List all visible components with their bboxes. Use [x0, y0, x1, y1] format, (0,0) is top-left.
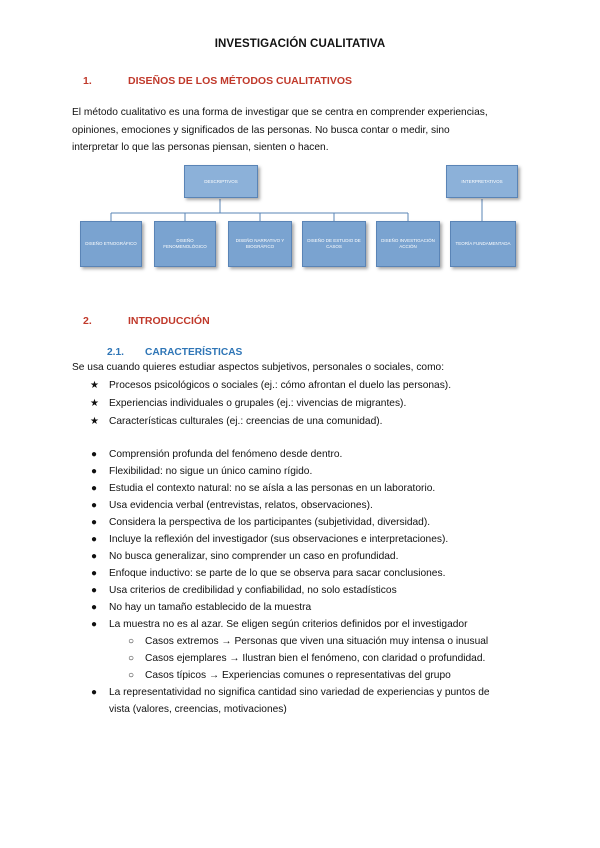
bullet-item: Usa evidencia verbal (entrevistas, relatos, observaciones). — [109, 500, 373, 511]
bullet-item: Comprensión profunda del fenómeno desde dentro. — [109, 449, 343, 460]
bullet-icon: ● — [91, 687, 98, 698]
circle-bullet-icon: ○ — [128, 636, 135, 647]
star-item: Características culturales (ej.: creencias de una comunidad). — [109, 416, 383, 427]
bullet-item: Enfoque inductivo: se parte de lo que se observa para sacar conclusiones. — [109, 568, 446, 579]
bullet-icon: ● — [91, 517, 98, 528]
sub-bullet-item: Casos extremos → Personas que viven una situación muy intensa o inusual — [145, 636, 489, 647]
bullet-item: Flexibilidad: no sigue un único camino rígido. — [109, 466, 313, 477]
bullet-icon: ● — [91, 466, 98, 477]
section1-paragraph — [72, 104, 542, 157]
bullet-item: Estudia el contexto natural: no se aísla a las personas en un laboratorio. — [109, 483, 436, 494]
bullet-item: La representatividad no significa cantidad sino variedad de experiencias y puntos de — [109, 687, 490, 698]
section1-number: 1. — [83, 75, 92, 87]
bullet-icon: ● — [91, 534, 98, 545]
box-diseno-narrativo: DISEÑO NARRATIVO Y BIOGRÁFICO — [228, 221, 292, 267]
box-diseno-investigacion-accion: DISEÑO INVESTIGACIÓN ACCIÓN — [376, 221, 440, 267]
bullet-icon: ● — [91, 568, 98, 579]
bullet-item-continuation: vista (valores, creencias, motivaciones) — [109, 704, 287, 715]
bullet-item: La muestra no es al azar. Se eligen según criterios definidos por el investigador — [109, 619, 468, 630]
bullet-item: Considera la perspectiva de los participantes (subjetividad, diversidad). — [109, 517, 431, 528]
box-interpretativos: INTERPRETATIVOS — [446, 165, 518, 198]
star-icon: ★ — [90, 398, 99, 409]
box-descriptivos: DESCRIPTIVOS — [184, 165, 258, 198]
bullet-item: Incluye la reflexión del investigador (sus observaciones e interpretaciones). — [109, 534, 449, 545]
bullet-icon: ● — [91, 449, 98, 460]
document-title: INVESTIGACIÓN CUALITATIVA — [214, 38, 386, 50]
bullet-icon: ● — [91, 551, 98, 562]
bullet-icon: ● — [91, 619, 98, 630]
section2-number: 2. — [83, 315, 92, 327]
bullet-item: Usa criterios de credibilidad y confiabilidad, no solo estadísticos — [109, 585, 397, 596]
methods-diagram — [78, 163, 528, 278]
sub-bullet-item: Casos ejemplares → Ilustran bien el fenómeno, con claridad o profundidad. — [145, 653, 486, 664]
star-icon: ★ — [90, 380, 99, 391]
section1-heading — [83, 75, 352, 87]
sub-bullet-item: Casos típicos → Experiencias comunes o representativas del grupo — [145, 670, 451, 681]
star-item: Experiencias individuales o grupales (ej.: vivencias de migrantes). — [109, 398, 407, 409]
circle-bullet-icon: ○ — [128, 670, 135, 681]
bullet-icon: ● — [91, 500, 98, 511]
bullet-item: No hay un tamaño establecido de la muestra — [109, 602, 312, 613]
intro-line: Se usa cuando quieres estudiar aspectos subjetivos, personales o sociales, como: — [72, 362, 445, 373]
star-icon: ★ — [90, 416, 99, 427]
subsection-title: CARACTERÍSTICAS — [145, 347, 243, 358]
subsection-heading — [107, 347, 242, 358]
box-diseno-estudio-casos: DISEÑO DE ESTUDIO DE CASOS — [302, 221, 366, 267]
section2-heading — [83, 315, 210, 327]
section1-title: DISEÑOS DE LOS MÉTODOS CUALITATIVOS — [128, 75, 353, 87]
box-diseno-etnografico: DISEÑO ETNOGRÁFICO — [80, 221, 142, 267]
star-item: Procesos psicológicos o sociales (ej.: cómo afrontan el duelo las personas). — [109, 380, 452, 391]
paragraph-line: interpretar lo que las personas piensan, sienten o hacen. — [72, 142, 329, 153]
bullet-icon: ● — [91, 483, 98, 494]
bullet-item: No busca generalizar, sino comprender un caso en profundidad. — [109, 551, 399, 562]
subsection-number: 2.1. — [107, 347, 124, 358]
circle-bullet-icon: ○ — [128, 653, 135, 664]
paragraph-line: El método cualitativo es una forma de investigar que se centra en comprender experiencias, — [72, 107, 488, 118]
section2-title: INTRODUCCIÓN — [128, 315, 210, 327]
box-diseno-fenomenologico: DISEÑO FENOMENOLÓGICO — [154, 221, 216, 267]
bullet-icon: ● — [91, 585, 98, 596]
paragraph-line: opiniones, emociones y significados de las personas. No busca contar o medir, sino — [72, 124, 450, 136]
box-teoria-fundamentada: TEORÍA FUNDAMENTADA — [450, 221, 516, 267]
bullet-icon: ● — [91, 602, 98, 613]
